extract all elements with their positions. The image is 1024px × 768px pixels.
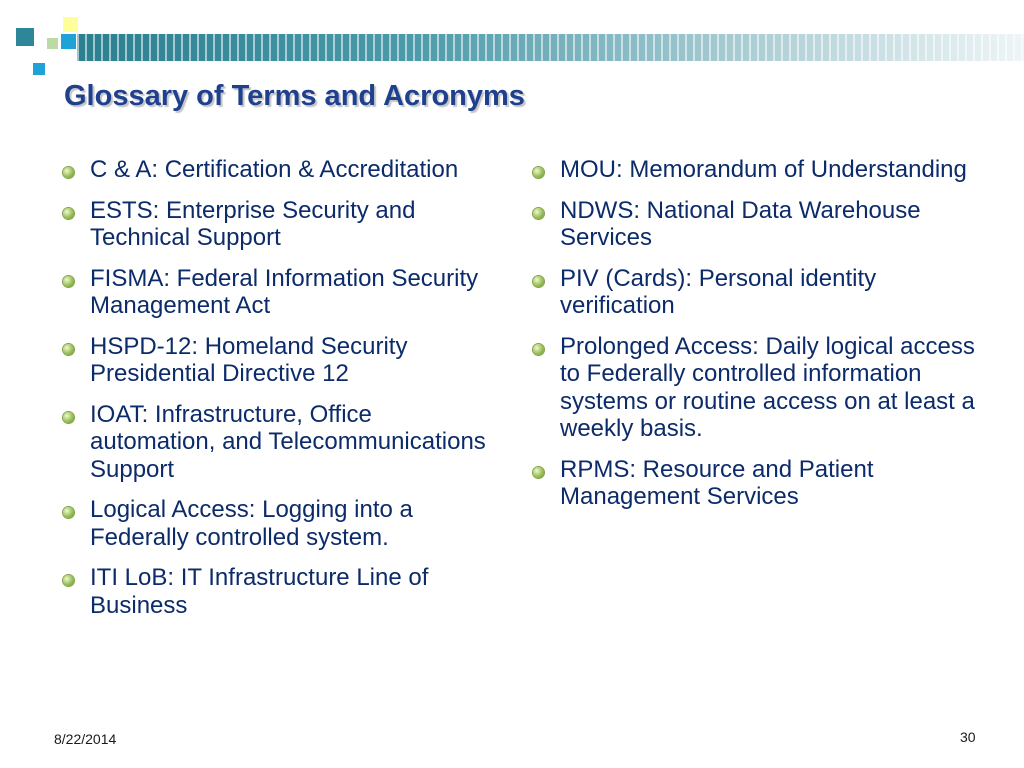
glossary-item-text: FISMA: Federal Information Security Management Act	[90, 264, 479, 319]
glossary-item	[62, 156, 502, 184]
bullet-icon	[63, 575, 74, 586]
bullet-icon	[533, 276, 544, 287]
glossary-item-text: ITI LoB: IT Infrastructure Line of Business	[90, 564, 429, 619]
footer-date: 8/22/2014	[54, 731, 117, 747]
glossary-item	[62, 197, 502, 252]
bullet-icon	[533, 467, 544, 478]
decor-square-blue	[61, 34, 76, 49]
bullet-icon	[63, 344, 74, 355]
decor-square-teal	[16, 28, 34, 46]
glossary-right-column	[532, 156, 982, 524]
glossary-item	[62, 564, 502, 619]
glossary-item-text: RPMS: Resource and Patient Management Services	[560, 455, 874, 510]
bullet-icon	[63, 167, 74, 178]
glossary-item	[532, 265, 982, 320]
glossary-item	[62, 333, 502, 388]
glossary-item	[62, 496, 502, 551]
bullet-icon	[533, 208, 544, 219]
glossary-item-text: Prolonged Access: Daily logical access to Federally controlled information systems or routine access on at least a weekly basis.	[560, 332, 975, 442]
glossary-item	[532, 156, 982, 184]
glossary-item	[532, 197, 982, 252]
glossary-item	[62, 401, 502, 484]
glossary-item-text: Logical Access: Logging into a Federally controlled system.	[90, 496, 413, 551]
bullet-icon	[63, 276, 74, 287]
glossary-item-text: PIV (Cards): Personal identity verification	[560, 264, 877, 319]
header-gradient-band	[77, 34, 1024, 61]
bullet-icon	[533, 167, 544, 178]
glossary-item	[532, 333, 982, 443]
bullet-icon	[63, 507, 74, 518]
glossary-left-column	[62, 156, 502, 632]
bullet-icon	[63, 208, 74, 219]
glossary-item	[62, 265, 502, 320]
slide-title: Glossary of Terms and Acronyms	[64, 80, 525, 112]
decor-square-green	[47, 38, 58, 49]
glossary-item-text: ESTS: Enterprise Security and Technical Support	[90, 196, 416, 251]
glossary-item-text: NDWS: National Data Warehouse Services	[560, 196, 921, 251]
page-number: 30	[960, 729, 976, 745]
decor-square-blue-small	[33, 63, 45, 75]
glossary-item	[532, 456, 982, 511]
glossary-item-text: C & A: Certification & Accreditation	[90, 156, 459, 183]
glossary-item-text: MOU: Memorandum of Understanding	[560, 156, 967, 183]
glossary-item-text: HSPD-12: Homeland Security Presidential Directive 12	[90, 332, 408, 387]
bullet-icon	[533, 344, 544, 355]
decor-square-yellow	[63, 17, 78, 32]
bullet-icon	[63, 412, 74, 423]
glossary-item-text: IOAT: Infrastructure, Office automation, and Telecommunications Support	[90, 400, 486, 483]
